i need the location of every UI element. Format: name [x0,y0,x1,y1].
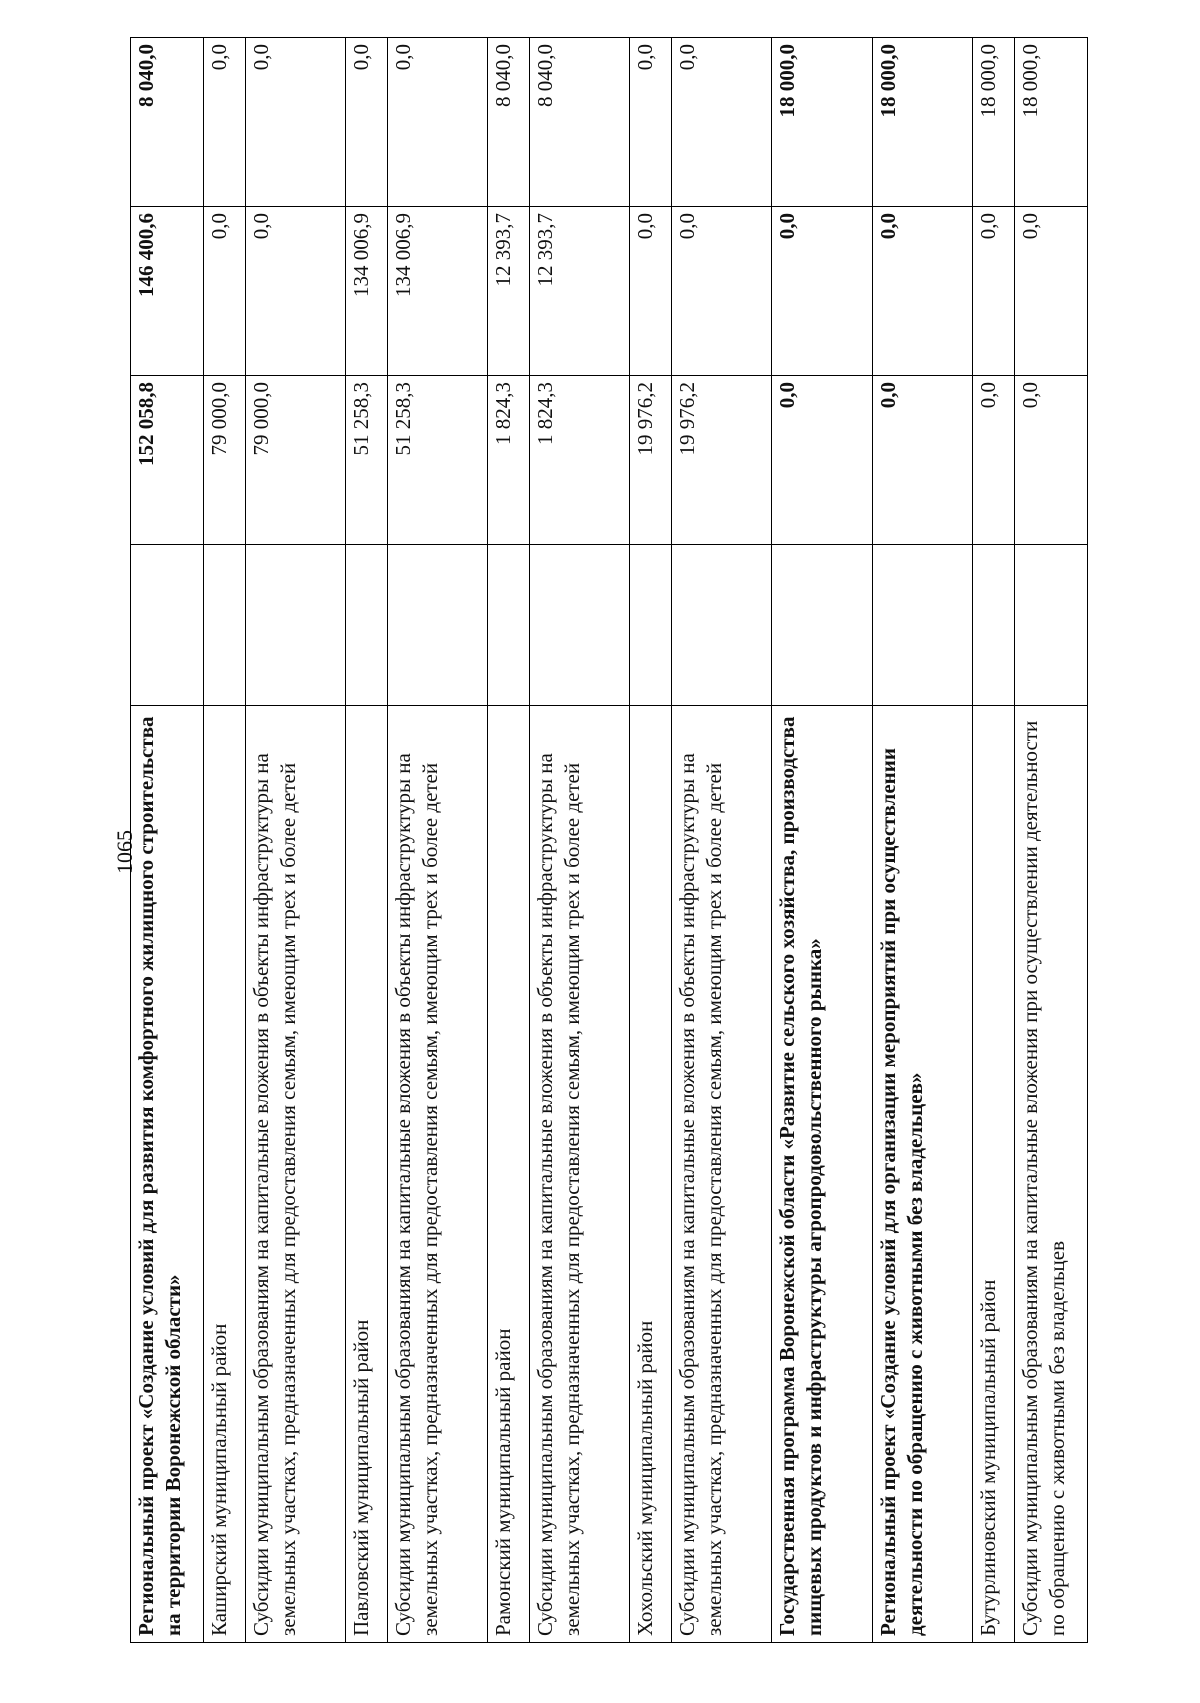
row-value-2: 12 393,7 [488,207,530,376]
row-value-2: 0,0 [630,207,672,376]
row-value-1: 79 000,0 [245,376,345,545]
table-row [346,38,388,1643]
row-description: Хохольский муниципальный район [630,706,672,1643]
row-value-2: 0,0 [204,207,246,376]
row-value-3: 0,0 [672,38,772,207]
table-row [204,38,246,1643]
row-code [772,545,872,706]
row-code [488,545,530,706]
row-description: Субсидии муниципальным образованиям на капитальные вложения в объекты инфраструктуры на земельных участках, предназначенных для предоставления семьям, имеющим трех и более детей [245,706,345,1643]
row-value-1: 1 824,3 [530,376,630,545]
budget-table-container [130,44,1088,1643]
table-row [488,38,530,1643]
row-value-3: 8 040,0 [530,38,630,207]
row-value-1: 19 976,2 [630,376,672,545]
row-code [346,545,388,706]
row-description: Каширский муниципальный район [204,706,246,1643]
row-code [630,545,672,706]
row-value-3: 8 040,0 [488,38,530,207]
row-value-1: 1 824,3 [488,376,530,545]
row-value-1: 0,0 [772,376,872,545]
row-description: Региональный проект «Создание условий для организации мероприятий при осуществлении деятельности по обращению с животными без владельцев» [872,706,972,1643]
row-value-3: 0,0 [630,38,672,207]
row-description: Субсидии муниципальным образованиям на капитальные вложения в объекты инфраструктуры на земельных участках, предназначенных для предоставления семьям, имеющим трех и более детей [530,706,630,1643]
row-description: Павловский муниципальный район [346,706,388,1643]
row-description: Субсидии муниципальным образованиям на капитальные вложения при осуществлении деятельности по обращению с животными без владельцев [1014,706,1087,1643]
row-value-2: 0,0 [972,207,1014,376]
row-description: Государственная программа Воронежской области «Развитие сельского хозяйства, производства пищевых продуктов и инфраструктуры агропродовольственного рынка» [772,706,872,1643]
row-description: Бутурлиновский муниципальный район [972,706,1014,1643]
row-value-1: 0,0 [1014,376,1087,545]
table-row [772,38,872,1643]
row-value-1: 0,0 [972,376,1014,545]
row-value-1: 79 000,0 [204,376,246,545]
table-row [245,38,345,1643]
row-value-3: 0,0 [346,38,388,207]
row-code [530,545,630,706]
row-value-3: 8 040,0 [131,38,204,207]
row-value-1: 51 258,3 [346,376,388,545]
table-row [972,38,1014,1643]
table-row [387,38,487,1643]
row-description: Региональный проект «Создание условий для развития комфортного жилищного строительства на территории Воронежской области» [131,706,204,1643]
row-value-2: 134 006,9 [387,207,487,376]
row-value-2: 0,0 [245,207,345,376]
table-row [672,38,772,1643]
row-value-2: 0,0 [772,207,872,376]
row-value-3: 18 000,0 [972,38,1014,207]
row-code [672,545,772,706]
table-row [1014,38,1087,1643]
row-value-1: 51 258,3 [387,376,487,545]
row-description: Рамонский муниципальный район [488,706,530,1643]
row-value-3: 18 000,0 [1014,38,1087,207]
row-value-3: 0,0 [204,38,246,207]
row-value-3: 18 000,0 [872,38,972,207]
row-value-3: 0,0 [387,38,487,207]
table-row [630,38,672,1643]
row-value-3: 0,0 [245,38,345,207]
budget-table [130,37,1088,1643]
row-code [387,545,487,706]
row-value-1: 19 976,2 [672,376,772,545]
row-description: Субсидии муниципальным образованиям на капитальные вложения в объекты инфраструктуры на земельных участках, предназначенных для предоставления семьям, имеющим трех и более детей [672,706,772,1643]
row-value-2: 0,0 [872,207,972,376]
row-value-3: 18 000,0 [772,38,872,207]
row-value-2: 146 400,6 [131,207,204,376]
table-row [872,38,972,1643]
row-value-2: 12 393,7 [530,207,630,376]
row-value-1: 152 058,8 [131,376,204,545]
row-code [872,545,972,706]
row-code [1014,545,1087,706]
row-value-1: 0,0 [872,376,972,545]
table-row [530,38,630,1643]
page-number: 1065 [112,830,137,874]
row-value-2: 134 006,9 [346,207,388,376]
row-code [245,545,345,706]
row-code [204,545,246,706]
row-code [972,545,1014,706]
row-value-2: 0,0 [1014,207,1087,376]
row-code [131,545,204,706]
row-value-2: 0,0 [672,207,772,376]
table-row [131,38,204,1643]
row-description: Субсидии муниципальным образованиям на капитальные вложения в объекты инфраструктуры на земельных участках, предназначенных для предоставления семьям, имеющим трех и более детей [387,706,487,1643]
